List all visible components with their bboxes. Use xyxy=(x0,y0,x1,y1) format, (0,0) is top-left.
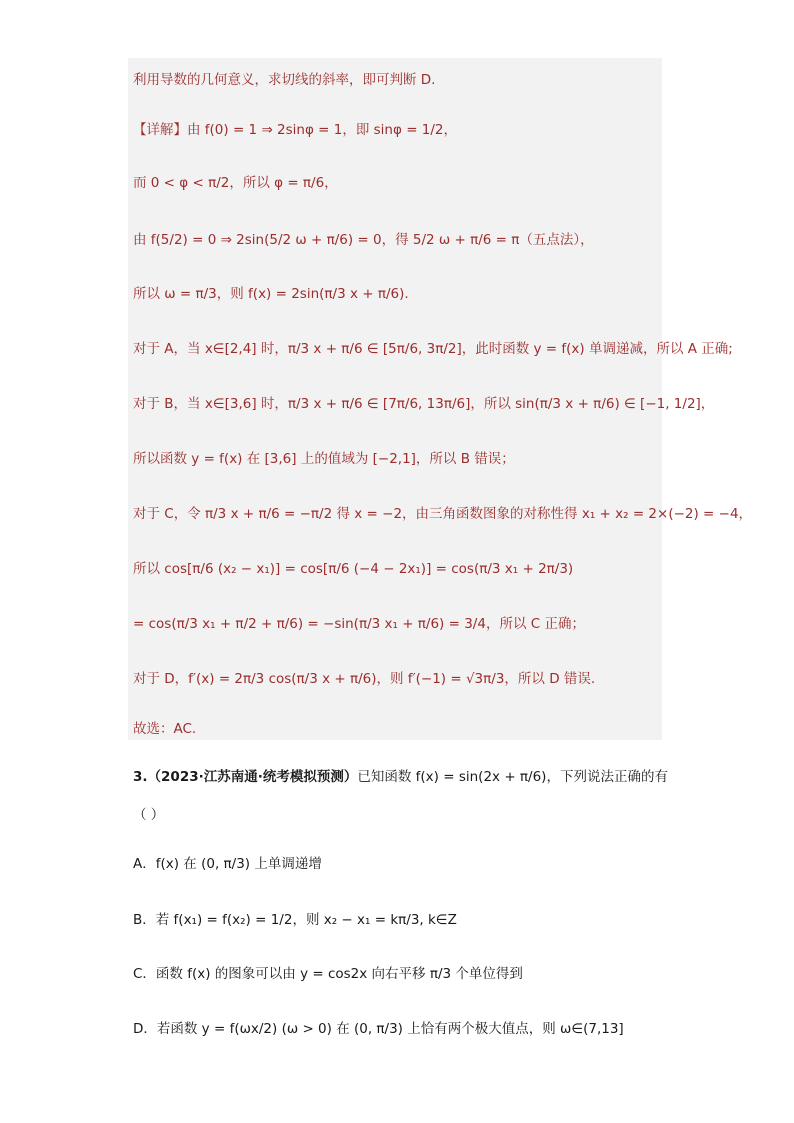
option-d: D．若函数 y = f(ωx/2) (ω > 0) 在 (0, π/3) 上恰有两个极大值点，则 ω∈(7,13] xyxy=(133,1021,624,1037)
answer-blank: （ ） xyxy=(133,807,165,823)
solution-line-1: 利用导数的几何意义，求切线的斜率，即可判断 D. xyxy=(133,72,436,88)
solution-line-11: = cos(π/3 x₁ + π/2 + π/6) = −sin(π/3 x₁ + π/6) = 3/4，所以 C 正确； xyxy=(133,616,585,632)
question-header xyxy=(133,765,668,785)
question-number: 3. xyxy=(133,769,148,785)
option-a: A．f(x) 在 (0, π/3) 上单调递增 xyxy=(133,856,322,872)
solution-line-13: 故选：AC. xyxy=(133,721,197,737)
solution-line-12: 对于 D，f′(x) = 2π/3 cos(π/3 x + π/6)，则 f′(−1) = √3π/3，所以 D 错误. xyxy=(133,671,596,687)
solution-line-3: 而 0 < φ < π/2，所以 φ = π/6， xyxy=(133,175,338,191)
solution-line-7: 对于 B，当 x∈[3,6] 时，π/3 x + π/6 ∈ [7π/6, 13π/6]，所以 sin(π/3 x + π/6) ∈ [−1, 1/2]， xyxy=(133,396,715,412)
solution-line-10: 所以 cos[π/6 (x₂ − x₁)] = cos[π/6 (−4 − 2x₁)] = cos(π/3 x₁ + 2π/3) xyxy=(133,561,574,577)
option-b: B．若 f(x₁) = f(x₂) = 1/2，则 x₂ − x₁ = kπ/3, k∈Z xyxy=(133,912,457,928)
solution-line-5: 所以 ω = π/3，则 f(x) = 2sin(π/3 x + π/6). xyxy=(133,286,409,302)
solution-line-8: 所以函数 y = f(x) 在 [3,6] 上的值域为 [−2,1]，所以 B 错误； xyxy=(133,451,515,467)
solution-line-9: 对于 C，令 π/3 x + π/6 = −π/2 得 x = −2，由三角函数图象的对称性得 x₁ + x₂ = 2×(−2) = −4， xyxy=(133,506,753,522)
option-c: C．函数 f(x) 的图象可以由 y = cos2x 向右平移 π/3 个单位得到 xyxy=(133,966,523,982)
question-stem: 已知函数 f(x) = sin(2x + π/6)，下列说法正确的有 xyxy=(357,769,668,785)
question-source: （2023·江苏南通·统考模拟预测） xyxy=(147,769,358,785)
solution-line-4: 由 f(5/2) = 0 ⇒ 2sin(5/2 ω + π/6) = 0，得 5/2 ω + π/6 = π（五点法）， xyxy=(133,232,594,248)
solution-line-6: 对于 A，当 x∈[2,4] 时，π/3 x + π/6 ∈ [5π/6, 3π/2]，此时函数 y = f(x) 单调递减，所以 A 正确; xyxy=(133,341,733,357)
solution-line-2: 【详解】由 f(0) = 1 ⇒ 2sinφ = 1，即 sinφ = 1/2， xyxy=(133,122,458,138)
